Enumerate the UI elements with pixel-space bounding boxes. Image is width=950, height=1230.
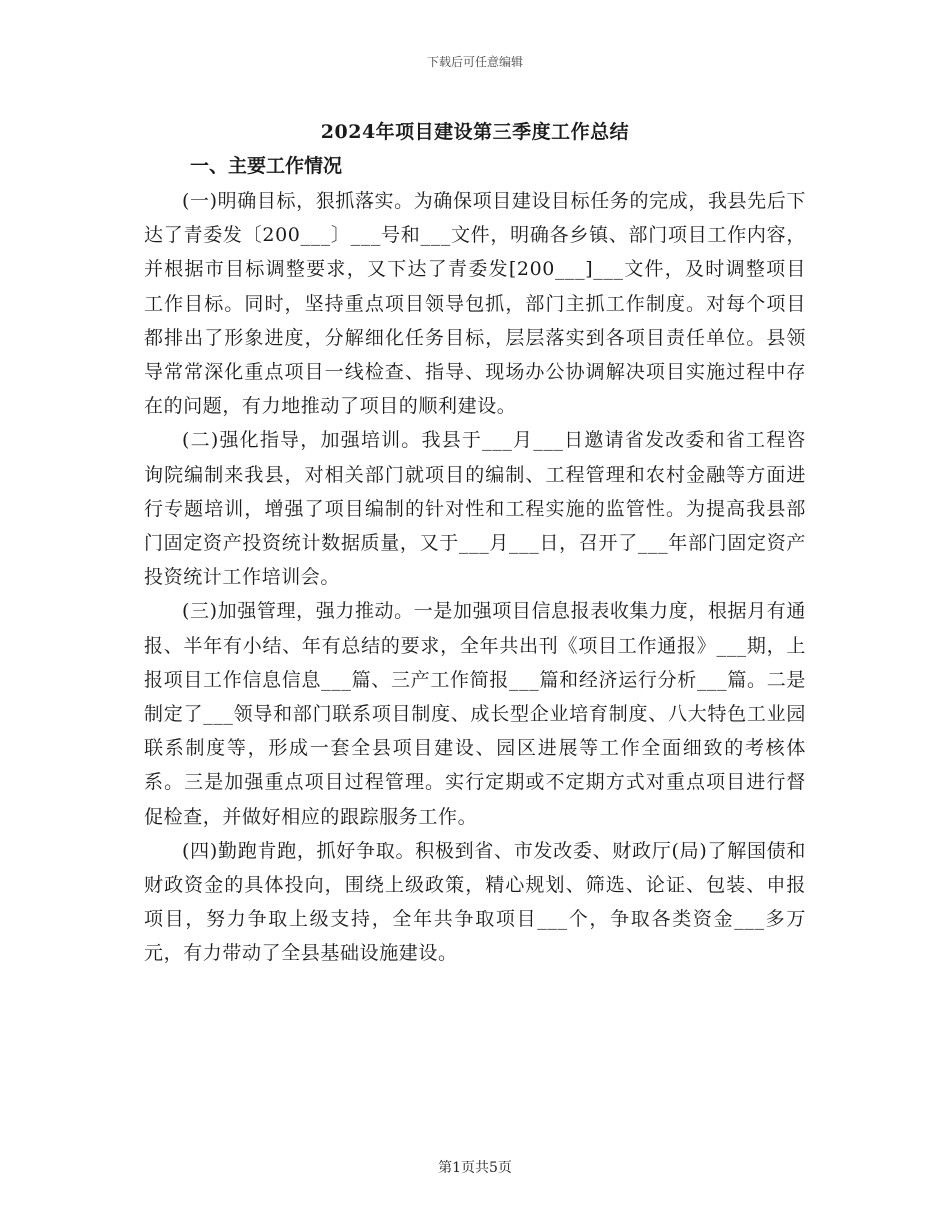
paragraph-4: (四)勤跑肯跑，抓好争取。积极到省、市发改委、财政厅(局)了解国债和财政资金的具体投向，围绕上级政策，精心规划、筛选、论证、包装、申报项目，努力争取上级支持，全年共争取项目___个，争取各类资金___多万元，有力带动了全县基础设施建设。 — [144, 839, 806, 965]
section-heading: 一、主要工作情况 — [190, 155, 343, 177]
page-footer: 第1页共5页 — [438, 1160, 512, 1176]
paragraph-3: (三)加强管理，强力推动。一是加强项目信息报表收集力度，根据月有通报、半年有小结、年有总结的要求，全年共出刊《项目工作通报》___期，上报项目工作信息信息___篇、三产工作简报___篇和经济运行分析___篇。二是制定了___领导和部门联系项目制度、成长型企业培育制度、八大特色工业园联系制度等，形成一套全县项目建设、园区进展等工作全面细致的考核体系。三是加强重点项目过程管理。实行定期或不定期方式对重点项目进行督促检查，并做好相应的跟踪服务工作。 — [144, 600, 806, 828]
paragraph-1: (一)明确目标，狠抓落实。为确保项目建设目标任务的完成，我县先后下达了青委发〔200___〕___号和___文件，明确各乡镇、部门项目工作内容，并根据市目标调整要求，又下达了青委发[200___]___文件，及时调整项目工作目标。同时，坚持重点项目领导包抓，部门主抓工作制度。对每个项目都排出了形象进度，分解细化任务目标，层层落实到各项目责任单位。县领导常常深化重点项目一线检查、指导、现场办公协调解决项目实施过程中存在的问题，有力地推动了项目的顺利建设。 — [144, 190, 806, 418]
paragraph-2: (二)强化指导，加强培训。我县于___月___日邀请省发改委和省工程咨询院编制来我县，对相关部门就项目的编制、工程管理和农村金融等方面进行专题培训，增强了项目编制的针对性和工程实施的监管性。为提高我县部门固定资产投资统计数据质量，又于___月___日，召开了___年部门固定资产投资统计工作培训会。 — [144, 429, 806, 589]
header-note: 下载后可任意编辑 — [426, 55, 523, 69]
document-body — [144, 184, 806, 971]
document-title: 2024年项目建设第三季度工作总结 — [320, 121, 630, 143]
